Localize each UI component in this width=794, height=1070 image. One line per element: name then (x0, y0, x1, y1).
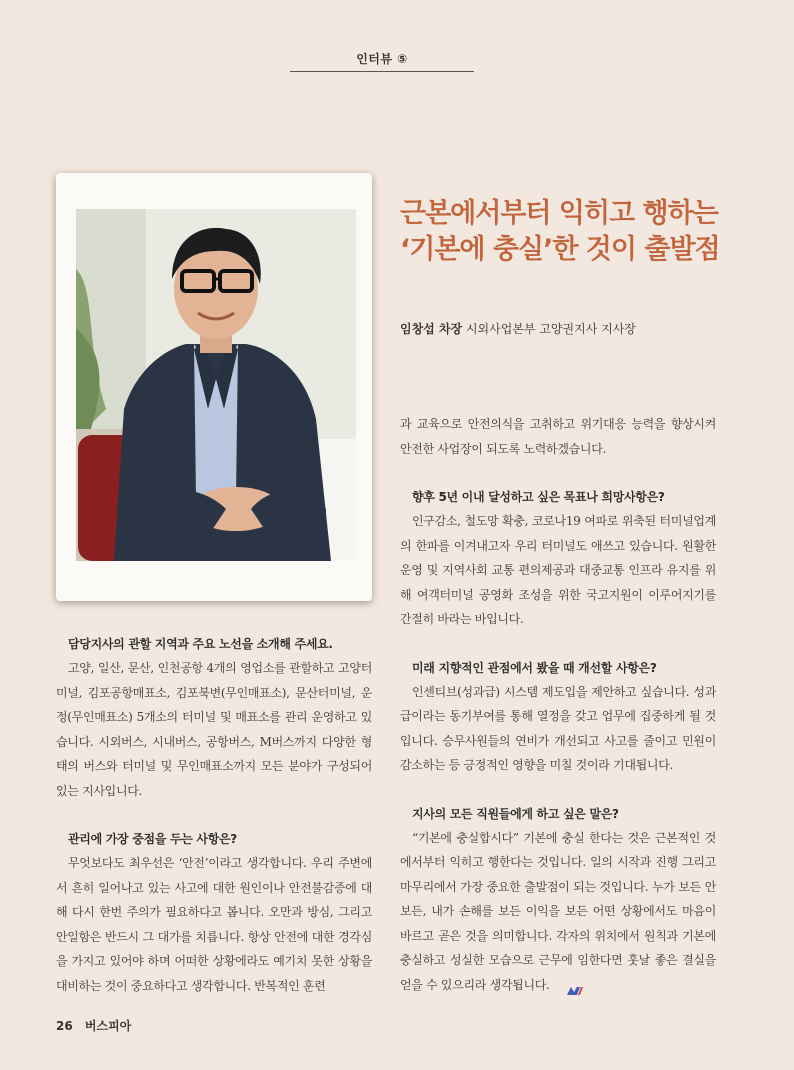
photo-frame (56, 173, 372, 601)
header-divider (290, 71, 474, 72)
article-headline (400, 196, 760, 268)
page-number: 26 (56, 1019, 73, 1033)
question-5: 지사의 모든 직원들에게 하고 싶은 말은? (412, 806, 619, 821)
question-4: 미래 지향적인 관점에서 봤을 때 개선할 사항은? (412, 660, 657, 675)
headline-line-2: ‘기본에 충실’한 것이 출발점 (400, 234, 720, 265)
byline-role: 시외사업본부 고양권지사 지사장 (465, 322, 636, 336)
magazine-name: 버스피아 (84, 1019, 132, 1033)
byline-name: 임창섭 차장 (400, 322, 463, 336)
question-2: 관리에 가장 중점을 두는 사항은? (68, 832, 237, 846)
section-label: 인터뷰 ⑤ (356, 52, 408, 66)
answer-4: 인센티브(성과급) 시스템 제도입을 제안하고 싶습니다. 성과급이라는 동기부여를 통해 열정을 갖고 업무에 집중하게 될 것입니다. 승무사원들의 연비가 개선되고 사고를 줄이고 민원이 감소하는 등 긍정적인 영향을 미칠 것이라 기대됩니다. (400, 684, 716, 772)
answer-2-continued: 과 교육으로 안전의식을 고취하고 위기대응 능력을 향상시켜 안전한 사업장이 되도록 노력하겠습니다. (400, 417, 716, 456)
answer-1: 고양, 일산, 문산, 인천공항 4개의 영업소를 관할하고 고양터미널, 김포공항매표소, 김포북변(무인매표소), 문산터미널, 운정(무인매표소) 5개소의 터미널 및 매표소를 관리 운영하고 있습니다. 시외버스, 시내버스, 공항버스, M버스까지 다양한 형태의 버스와 터미널 및 무인매표소까지 모든 분야가 구성되어 있는 지사입니다. (56, 661, 372, 798)
right-column (400, 412, 716, 997)
left-column (56, 632, 372, 998)
magazine-end-mark-icon (554, 980, 572, 990)
interviewee-photo (76, 209, 356, 561)
question-3: 향후 5년 이내 달성하고 싶은 목표나 희망사항은? (412, 490, 665, 504)
byline (400, 320, 636, 337)
question-1: 담당지사의 관할 지역과 주요 노선을 소개해 주세요. (68, 637, 333, 651)
headline-line-1: 근본에서부터 익히고 행하는 (400, 198, 718, 229)
answer-5-text: “기본에 충실합시다” 기본에 충실 한다는 것은 근본적인 것에서부터 익히고 행한다는 것입니다. 일의 시작과 진행 그리고 마무리에서 가장 중요한 출발점이 되는 것입니다. 누가 보든 안 보든, 내가 손해를 보든 이익을 보든 어떤 상황에서도 마음이 바르고 곧은 것을 의미합니다. 각자의 위치에서 원칙과 기본에 충실하고 성실한 모습으로 근무에 임한다면 훗날 좋은 결실을 얻을 수 있으리라 생각됩니다. (400, 830, 716, 992)
page-footer (56, 1017, 131, 1034)
answer-3: 인구감소, 철도망 확충, 코로나19 여파로 위축된 터미널업계의 한파를 이겨내고자 우리 터미널도 애쓰고 있습니다. 원활한 운영 및 지역사회 교통 편의제공과 대중교통 인프라 유지를 위해 여객터미널 공영화 조성을 위한 국고지원이 이루어지기를 간절히 바라는 바입니다. (400, 514, 716, 626)
answer-5 (400, 826, 716, 998)
answer-2: 무엇보다도 최우선은 ‘안전’이라고 생각합니다. 우리 주변에서 흔히 일어나고 있는 사고에 대한 원인이나 안전불감증에 대해 다시 한번 주의가 필요하다고 봅니다. 오만과 방심, 그리고 안일함은 반드시 그 대가를 치릅니다. 항상 안전에 대한 경각심을 가지고 있어야 하며 어떠한 상황에라도 예기치 못한 상황을 대비하는 것이 중요하다고 생각합니다. 반복적인 훈련 (56, 856, 372, 993)
